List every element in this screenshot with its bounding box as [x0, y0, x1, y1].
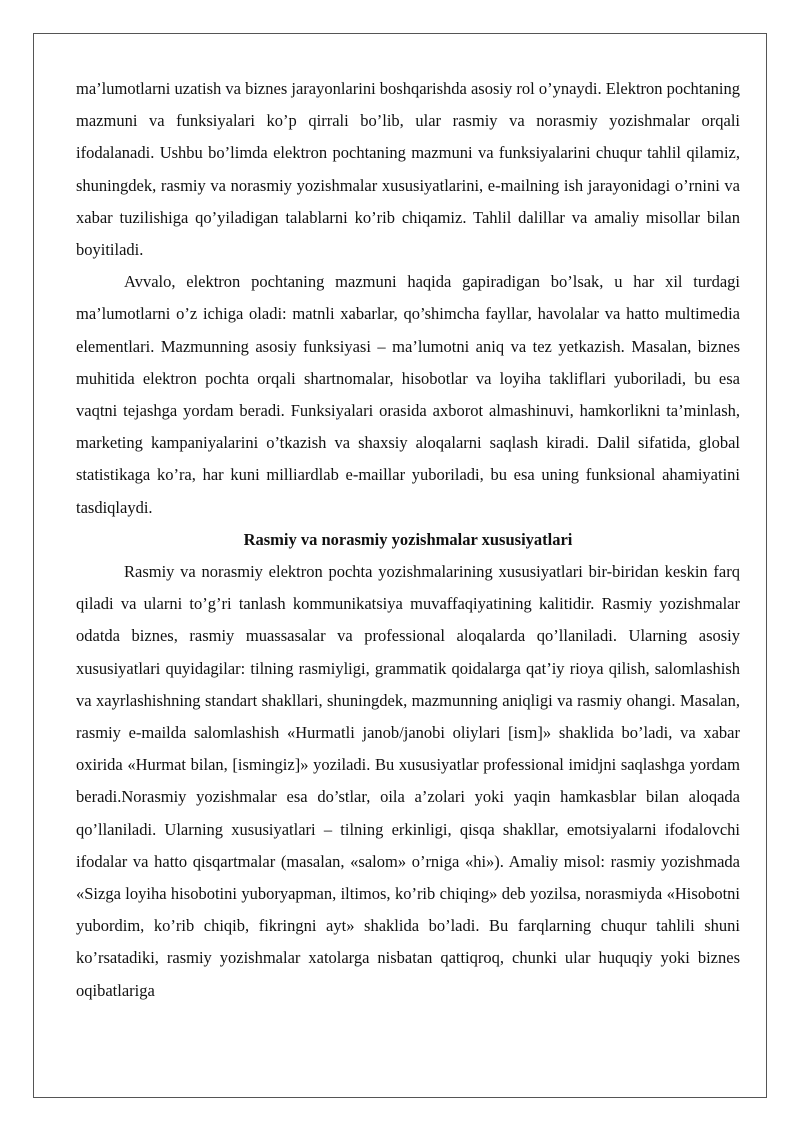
section-heading: Rasmiy va norasmiy yozishmalar xususiyatlari: [243, 529, 573, 549]
document-body: [76, 73, 740, 1007]
paragraph-formal-informal: Rasmiy va norasmiy elektron pochta yozishmalarining xususiyatlari bir-biridan keskin farq qiladi va ularni to’g’ri tanlash kommunikatsiya muvaffaqiyatining kalitidir. Rasmiy yozishmalar odatda biznes, rasmiy muassasalar va professional aloqalarda qo’llaniladi. Ularning asosiy xususiyatlari quyidagilar: tilning rasmiyligi, grammatik qoidalarga qat’iy rioya qilish, salomlashish va xayrlashishning standart shakllari, shuningdek, mazmunning aniqligi va rasmiy ohangi. Masalan, rasmiy e-mailda salomlashish «Hurmatli janob/janobi oliylari [ism]» shaklida bo’ladi, va xabar oxirida «Hurmat bilan, [ismingiz]» yoziladi. Bu xususiyatlar professional imidjni saqlashga yordam beradi.Norasmiy yozishmalar esa do’stlar, oila a’zolari yoki yaqin hamkasblar bilan aloqada qo’llaniladi. Ularning xususiyatlari – tilning erkinligi, qisqa shakllar, emotsiyalarni ifodalovchi ifodalar va hatto qisqartmalar (masalan, «salom» o’rniga «hi»). Amaliy misol: rasmiy yozishmada «Sizga loyiha hisobotini yuboryapman, iltimos, ko’rib chiqing» deb yozilsa, norasmiyda «Hisobotni yubordim, ko’rib chiqib, fikringni ayt» shaklida bo’ladi. Bu farqlarning chuqur tahlili shuni ko’rsatadiki, rasmiy yozishmalar xatolarga nisbatan qattiqroq, chunki ular huquqiy yoki biznes oqibatlariga: [76, 562, 740, 1000]
paragraph-continuation: ma’lumotlarni uzatish va biznes jarayonlarini boshqarishda asosiy rol o’ynaydi. Elektron pochtaning mazmuni va funksiyalari ko’p qirrali bo’lib, ular rasmiy va norasmiy yozishmalar orqali ifodalanadi. Ushbu bo’limda elektron pochtaning mazmuni va funksiyalarini chuqur tahlil qilamiz, shuningdek, rasmiy va norasmiy yozishmalar xususiyatlarini, e-mailning ish jarayonidagi o’rnini va xabar tuzilishiga qo’yiladigan talablarni ko’rib chiqamiz. Tahlil dalillar va amaliy misollar bilan boyitiladi.: [76, 79, 740, 260]
paragraph-email-content: Avvalo, elektron pochtaning mazmuni haqida gapiradigan bo’lsak, u har xil turdagi ma’lumotlarni o’z ichiga oladi: matnli xabarlar, qo’shimcha fayllar, havolalar va hatto multimedia elementlari. Mazmunning asosiy funksiyasi – ma’lumotni aniq va tez yetkazish. Masalan, biznes muhitida elektron pochta orqali shartnomalar, hisobotlar va loyiha takliflari yuboriladi, bu esa vaqtni tejashga yordam beradi. Funksiyalari orasida axborot almashinuvi, hamkorlikni ta’minlash, marketing kampaniyalarini o’tkazish va shaxsiy aloqalarni saqlash kiradi. Dalil sifatida, global statistikaga ko’ra, har kuni milliardlab e-maillar yuboriladi, bu esa uning funksional ahamiyatini tasdiqlaydi.: [76, 272, 740, 517]
